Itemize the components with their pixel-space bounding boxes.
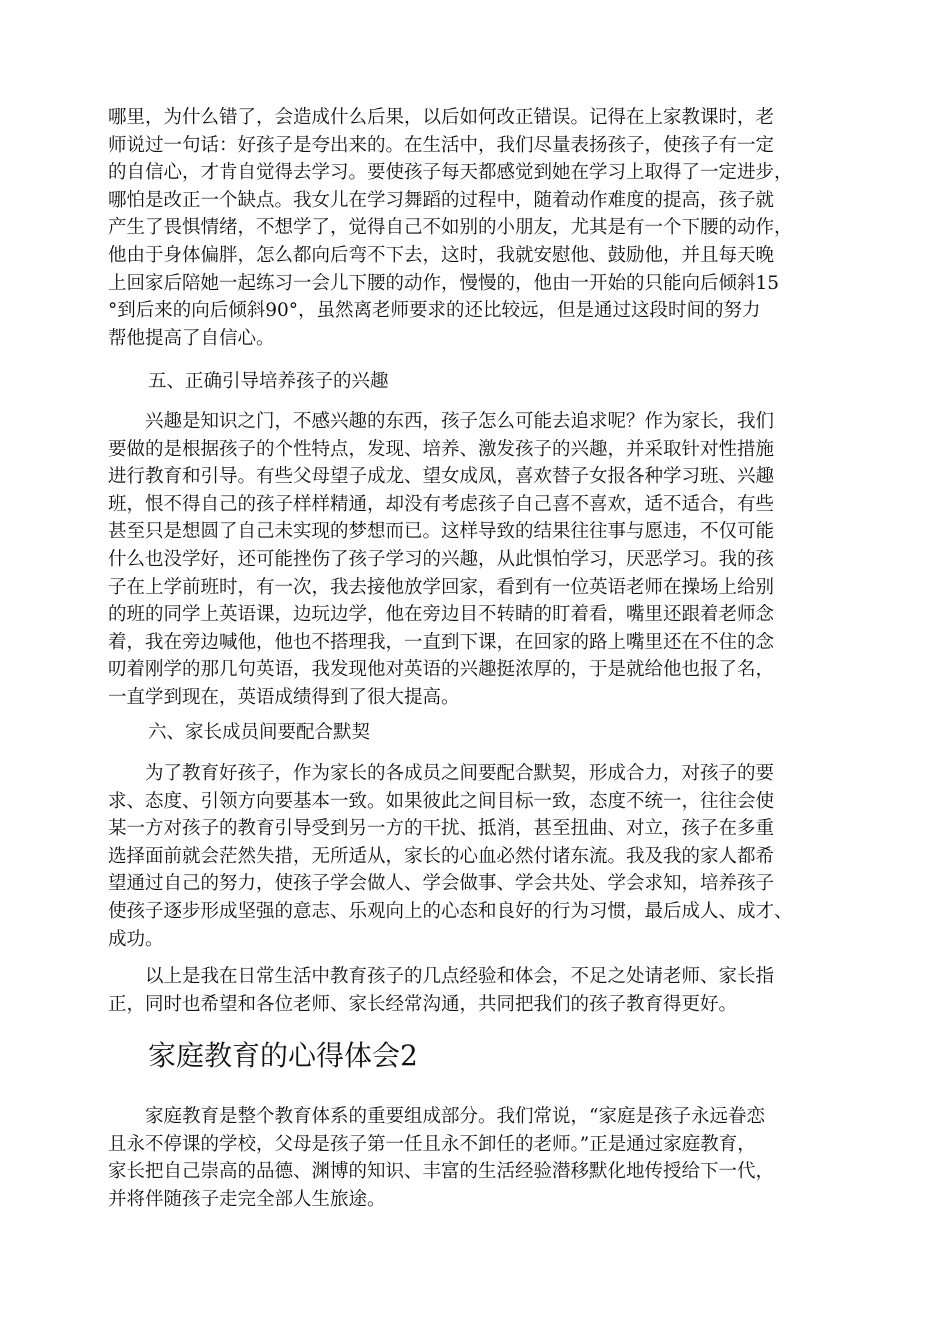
text-line: 某一方对孩子的教育引导受到另一方的干扰、抵消，甚至扭曲、对立，孩子在多重 <box>108 818 775 840</box>
paragraph-praise <box>108 104 848 352</box>
text-line: 的班的同学上英语课，边玩边学，他在旁边目不转睛的盯着看，嘴里还跟着老师念 <box>108 604 775 626</box>
text-line: 哪怕是改正一个缺点。我女儿在学习舞蹈的过程中，随着动作难度的提高，孩子就 <box>108 189 775 211</box>
text-line: 帮他提高了自信心。 <box>108 327 275 349</box>
text-line: 叨着刚学的那几句英语，我发现他对英语的兴趣挺浓厚的，于是就给他也报了名， <box>108 659 775 681</box>
text-line: 选择面前就会茫然失措，无所适从，家长的心血必然付诸东流。我及我的家人都希 <box>108 845 775 867</box>
text-line: 以上是我在日常生活中教育孩子的几点经验和体会，不足之处请老师、家长指 <box>108 966 775 987</box>
text-line: 并将伴随孩子走完全部人生旅途。 <box>108 1188 386 1210</box>
text-line: 什么也没学好，还可能挫伤了孩子学习的兴趣，从此惧怕学习，厌恶学习。我的孩 <box>108 548 775 570</box>
text-line: 家长把自己崇高的品德、渊博的知识、丰富的生活经验潜移默化地传授给下一代， <box>108 1161 775 1183</box>
text-line: 哪里，为什么错了，会造成什么后果，以后如何改正错误。记得在上家教课时，老 <box>108 107 775 128</box>
text-line: 产生了畏惧情绪，不想学了，觉得自己不如别的小朋友，尤其是有一个下腰的动作， <box>108 217 793 239</box>
text-line: 家庭教育是整个教育体系的重要组成部分。我们常说，“家庭是孩子永远眷恋 <box>108 1106 765 1127</box>
article-title-2: 家庭教育的心得体会2 <box>148 1039 418 1072</box>
text-line: 一直学到现在，英语成绩得到了很大提高。 <box>108 686 460 708</box>
paragraph-cooperation <box>108 760 848 953</box>
text-line: 且永不停课的学校，父母是孩子第一任且永不卸任的老师。”正是通过家庭教育， <box>108 1133 756 1155</box>
text-line: 求、态度、引领方向要基本一致。如果彼此之间目标一致，态度不统一，往往会使 <box>108 790 775 812</box>
text-line: 成功。 <box>108 928 164 950</box>
text-line: 班，恨不得自己的孩子样样精通，却没有考虑孩子自己喜不喜欢，适不适合，有些 <box>108 493 775 515</box>
text-line: 兴趣是知识之门，不感兴趣的东西，孩子怎么可能去追求呢？作为家长，我们 <box>108 411 775 432</box>
text-line: 进行教育和引导。有些父母望子成龙、望女成凤，喜欢替子女报各种学习班、兴趣 <box>108 466 775 488</box>
text-line: 望通过自己的努力，使孩子学会做人、学会做事、学会共处、学会求知，培养孩子 <box>108 873 775 895</box>
text-line: 为了教育好孩子，作为家长的各成员之间要配合默契，形成合力，对孩子的要 <box>108 763 775 784</box>
text-line: 师说过一句话：好孩子是夸出来的。在生活中，我们尽量表扬孩子，使孩子有一定 <box>108 134 775 156</box>
text-line: 子在上学前班时，有一次，我去接他放学回家，看到有一位英语老师在操场上给别 <box>108 576 775 598</box>
text-line: 甚至只是想圆了自己未实现的梦想而已。这样导致的结果往往事与愿违，不仅可能 <box>108 521 775 543</box>
section-heading-interest: 五、正确引导培养孩子的兴趣 <box>148 371 389 392</box>
text-line: 他由于身体偏胖，怎么都向后弯不下去，这时，我就安慰他、鼓励他，并且每天晚 <box>108 244 775 266</box>
paragraph-conclusion <box>108 963 848 1018</box>
section-heading-cooperation: 六、家长成员间要配合默契 <box>148 722 371 743</box>
text-line: 要做的是根据孩子的个性特点，发现、培养、激发孩子的兴趣，并采取针对性措施 <box>108 438 775 460</box>
paragraph-family-education <box>108 1103 848 1213</box>
paragraph-interest <box>108 408 848 712</box>
text-line: 的自信心，才肯自觉得去学习。要使孩子每天都感觉到她在学习上取得了一定进步， <box>108 162 793 184</box>
text-line: 着，我在旁边喊他，他也不搭理我，一直到下课，在回家的路上嘴里还在不住的念 <box>108 631 775 653</box>
text-line: °到后来的向后倾斜90°，虽然离老师要求的还比较远，但是通过这段时间的努力 <box>108 300 761 322</box>
text-line: 上回家后陪她一起练习一会儿下腰的动作，慢慢的，他由一开始的只能向后倾斜15 <box>108 272 780 294</box>
text-line: 正，同时也希望和各位老师、家长经常沟通，共同把我们的孩子教育得更好。 <box>108 993 738 1015</box>
text-line: 使孩子逐步形成坚强的意志、乐观向上的心态和良好的行为习惯，最后成人、成才、 <box>108 900 793 922</box>
